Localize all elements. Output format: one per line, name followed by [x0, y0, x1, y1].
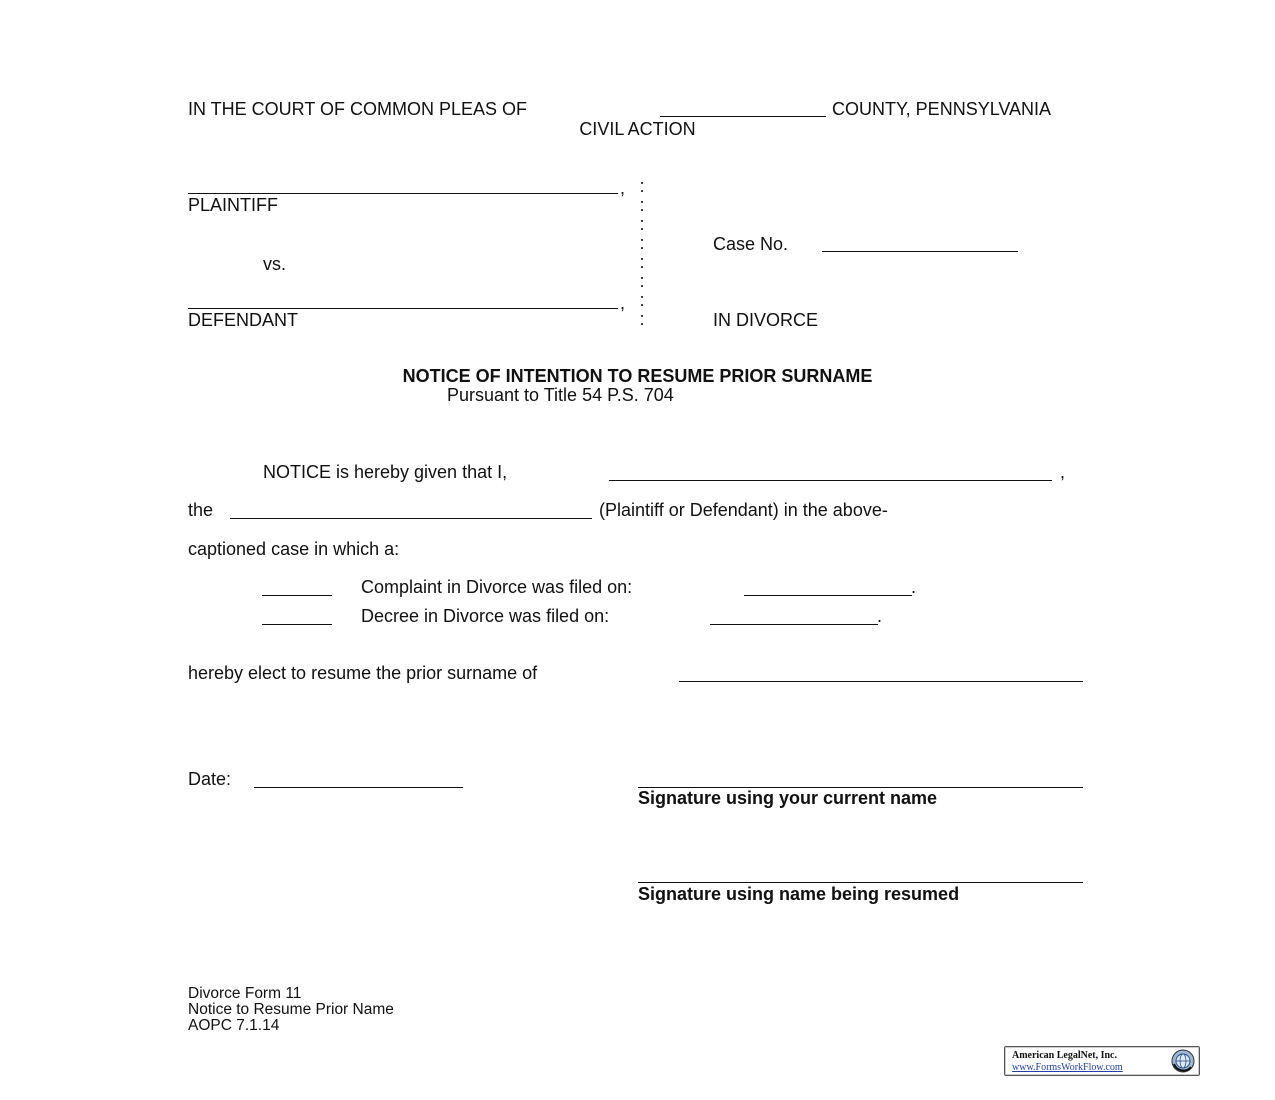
plaintiff-comma: ,: [620, 178, 626, 198]
decree-check-blank[interactable]: [262, 624, 332, 625]
notice-title: NOTICE OF INTENTION TO RESUME PRIOR SURNAME: [402, 366, 873, 386]
complaint-period: .: [911, 577, 917, 597]
caption-colon: :: [639, 233, 645, 253]
globe-icon: [1171, 1049, 1195, 1073]
resumed-name-signature-label: Signature using name being resumed: [638, 884, 960, 904]
caption-colon: :: [639, 214, 645, 234]
defendant-label: DEFENDANT: [188, 310, 299, 330]
logo-url-link[interactable]: www.FormsWorkFlow.com: [1012, 1062, 1123, 1073]
plaintiff-label: PLAINTIFF: [188, 195, 279, 215]
county-blank[interactable]: [660, 116, 826, 117]
decree-text: Decree in Divorce was filed on:: [361, 606, 610, 626]
case-number-label: Case No.: [713, 234, 789, 254]
party-role-blank[interactable]: [230, 518, 592, 519]
court-suffix: COUNTY, PENNSYLVANIA: [832, 99, 1052, 119]
complaint-check-blank[interactable]: [262, 595, 332, 596]
resumed-name-signature-line[interactable]: [638, 882, 1083, 883]
elect-surname-text: hereby elect to resume the prior surname of: [188, 663, 538, 683]
party-hint-text: (Plaintiff or Defendant) in the above-: [599, 500, 888, 520]
date-label: Date:: [188, 769, 232, 789]
plaintiff-name-blank[interactable]: [188, 193, 618, 194]
caption-colon: :: [639, 176, 645, 196]
notifier-name-blank[interactable]: [609, 480, 1052, 481]
prior-surname-blank[interactable]: [679, 681, 1083, 682]
caption-colon: :: [639, 195, 645, 215]
defendant-name-blank[interactable]: [188, 308, 618, 309]
footer-form-title: Notice to Resume Prior Name: [188, 1001, 394, 1018]
the-text: the: [188, 500, 214, 520]
court-prefix: IN THE COURT OF COMMON PLEAS OF: [188, 99, 528, 119]
complaint-text: Complaint in Divorce was filed on:: [361, 577, 633, 597]
in-divorce-label: IN DIVORCE: [713, 310, 819, 330]
current-name-signature-label: Signature using your current name: [638, 788, 938, 808]
complaint-date-blank[interactable]: [744, 595, 912, 596]
vs-label: vs.: [263, 254, 287, 274]
defendant-comma: ,: [620, 293, 626, 313]
caption-colon: :: [639, 252, 645, 272]
footer-form-code: AOPC 7.1.14: [188, 1017, 280, 1034]
caption-colon: :: [639, 271, 645, 291]
statute-subtitle: Pursuant to Title 54 P.S. 704: [447, 385, 674, 405]
case-number-blank[interactable]: [822, 251, 1018, 252]
notice-lead-text: NOTICE is hereby given that I,: [263, 462, 508, 482]
footer-form-number: Divorce Form 11: [188, 985, 302, 1002]
decree-date-blank[interactable]: [710, 624, 878, 625]
american-legalnet-logo[interactable]: [1004, 1046, 1200, 1076]
caption-colon: :: [639, 290, 645, 310]
date-blank[interactable]: [254, 787, 463, 788]
logo-company-name: American LegalNet, Inc.: [1012, 1050, 1117, 1061]
civil-action-heading: CIVIL ACTION: [579, 119, 696, 139]
decree-period: .: [877, 606, 883, 626]
captioned-case-text: captioned case in which a:: [188, 539, 400, 559]
caption-colon: :: [639, 309, 645, 329]
notice-comma: ,: [1060, 462, 1066, 482]
